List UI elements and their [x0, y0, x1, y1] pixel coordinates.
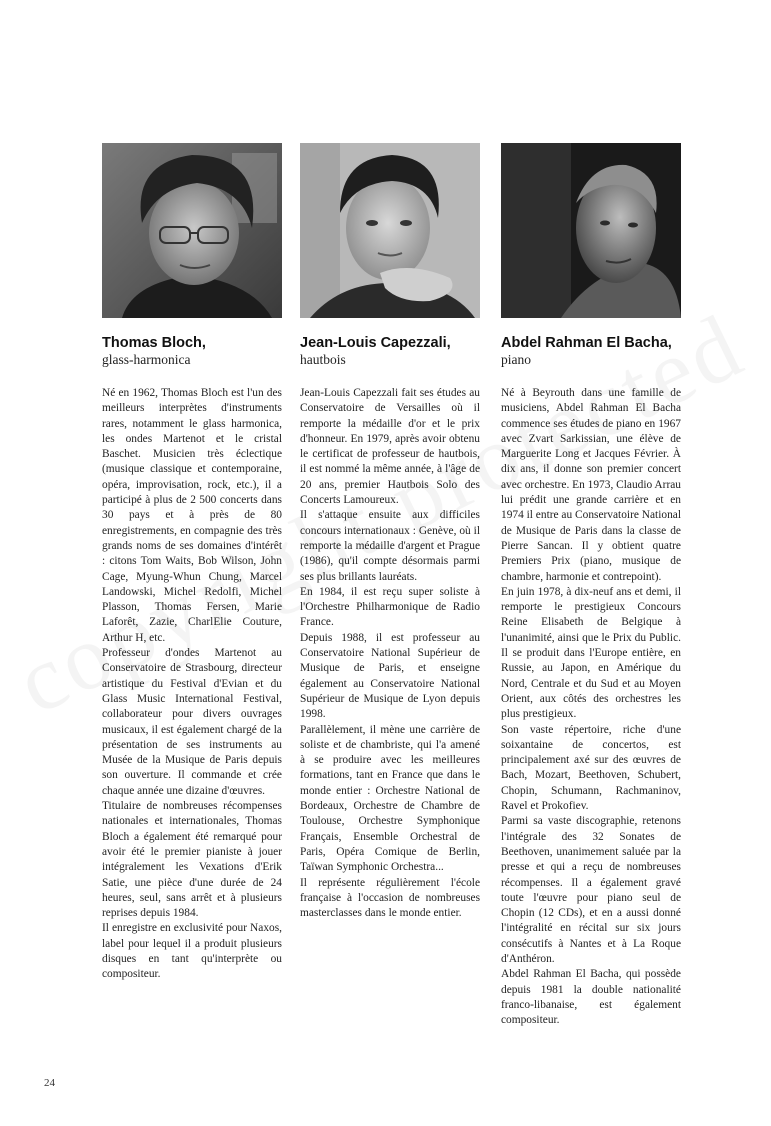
- musician-name: Jean-Louis Capezzali,: [300, 335, 451, 351]
- bio-paragraph: Parallèlement, il mène une carrière de soliste et de chambriste, qui l'a amené à se produire avec les meilleures formations, tant en France que dans le monde entier : Orchestre National de Bordeaux, Orchestre de Chambre de Toulouse, Orchestre Symphonique Français, Ensemble Orchestral de Paris, Opéra Comique de Berlin, Taïwan Symphonic Orchestra...: [300, 723, 480, 874]
- bio-paragraph: Il représente régulièrement l'école française à l'occasion de nombreuses masterclasses dans le monde entier.: [300, 876, 480, 920]
- bio-paragraph: Né en 1962, Thomas Bloch est l'un des meilleurs interprètes d'instruments rares, notamment le glass harmonica, les ondes Martenot et le cristal Baschet. Musicien très éclectique (musique classique et contemporaine, opéra, improvisation, rock, etc.), il a participé à plus de 2 500 concerts dans 30 pays et à près de 80 enregistrements, en compagnie des très grands noms de ses domaines d'intérêt : citons Tom Waits, Bob Wilson, John Cage, Myung-Whun Chung, Marcel Landowski, Michel Redolfi, Michel Plasson, Thomas Fersen, Marie Laforêt, Zazie, CharlElie Couture, Arthur H, etc.: [102, 387, 282, 644]
- bio-paragraph: Jean-Louis Capezzali fait ses études au Conservatoire de Versailles où il remporte la médaille d'or et le prix d'honneur. En 1979, après avoir obtenu le certificat de professeur de hautbois, il est nommé la même année, à l'âge de 20 ans, premier Hautbois Solo des Concerts Lamoureux.: [300, 387, 480, 507]
- bio-paragraph: Il enregistre en exclusivité pour Naxos, label pour lequel il a produit plusieurs disques en tant qu'interprète ou compositeur.: [102, 922, 282, 981]
- bio-column-jean-louis-capezzali: [300, 143, 480, 921]
- bio-paragraph: Son vaste répertoire, riche d'une soixantaine de concertos, est principalement axé sur des œuvres de Bach, Mozart, Beethoven, Schubert, Chopin, Schumann, Rachmaninov, Ravel et Prokofiev.: [501, 723, 681, 813]
- bio-paragraph: Depuis 1988, il est professeur au Conservatoire National Supérieur de Musique de Paris, et enseigne également au Conservatoire National Supérieur de Musique de Lyon depuis 1998.: [300, 631, 480, 721]
- musician-name: Abdel Rahman El Bacha,: [501, 335, 672, 351]
- bio-paragraph: Né à Beyrouth dans une famille de musiciens, Abdel Rahman El Bacha commence ses études de piano en 1967 avec Zvart Sarkissian, une élève de Marguerite Long et Jacques Février. À dix ans, il donne son premier concert avec orchestre. En 1973, Claudio Arrau lui prédit une grande carrière et en 1974 il entre au Conservatoire National de Musique de Paris dans la classe de Pierre Sancan. Il y obtient quatre Premiers Prix (piano, musique de chambre, harmonie et contrepoint).: [501, 387, 681, 583]
- bio-column-thomas-bloch: [102, 143, 282, 983]
- bio-paragraph: Parmi sa vaste discographie, retenons l'intégrale des 32 Sonates de Beethoven, unanimement saluée par la presse et qui a reçu de nombreuses récompenses. Il a également gravé toute l'œuvre pour piano seul de Chopin (12 CDs), et en a aussi donné l'intégralité en récital sur six jours consécutifs à Nantes et à La Roque d'Anthéron.: [501, 815, 681, 965]
- musician-instrument: hautbois: [300, 352, 346, 367]
- portrait-photo-abdel-rahman-el-bacha: [501, 143, 681, 318]
- bio-paragraph: Il s'attaque ensuite aux difficiles concours internationaux : Genève, où il remporte la médaille d'argent et Prague (1986), qu'il compte désormais parmi ses plus brillants lauréats.: [300, 509, 480, 583]
- portrait-photo-jean-louis-capezzali: [300, 143, 480, 318]
- portrait-photo-thomas-bloch: [102, 143, 282, 318]
- musician-instrument: glass-harmonica: [102, 352, 191, 367]
- musician-name: Thomas Bloch,: [102, 335, 206, 351]
- bio-paragraph: En juin 1978, à dix-neuf ans et demi, il remporte le prestigieux Concours Reine Elisabeth de Belgique à l'unanimité, ainsi que le Prix du Public. Il se produit dans l'Europe entière, en Russie, au Japon, en Amérique du Nord, Centrale et du Sud et au Moyen Orient, aux côtés des orchestres les plus prestigieux.: [501, 585, 681, 721]
- musician-instrument: piano: [501, 352, 531, 367]
- bio-paragraph: Professeur d'ondes Martenot au Conservatoire de Strasbourg, directeur artistique du Festival d'Evian et du Glass Music International Festival, collaborateur pour divers ouvrages musicaux, il est également chargé de la présentation de ses instruments au Musée de la Musique de Paris depuis son ouverture. Il commande et crée chaque année une dizaine d'œuvres.: [102, 647, 282, 797]
- bio-paragraph: Abdel Rahman El Bacha, qui possède depuis 1981 la double nationalité franco-libanaise, est également compositeur.: [501, 968, 681, 1027]
- bio-column-abdel-rahman-el-bacha: [501, 143, 681, 1028]
- bio-paragraph: En 1984, il est reçu super soliste à l'Orchestre Philharmonique de Radio France.: [300, 585, 480, 629]
- page-number: 24: [44, 1077, 55, 1089]
- bio-paragraph: Titulaire de nombreuses récompenses nationales et internationales, Thomas Bloch a également été remarqué pour avoir été le premier pianiste à jouer intégralement les Vexations d'Erik Satie, une pièce d'une durée de 24 heures, seul, sans arrêt et à plusieurs reprises depuis 1984.: [102, 800, 282, 920]
